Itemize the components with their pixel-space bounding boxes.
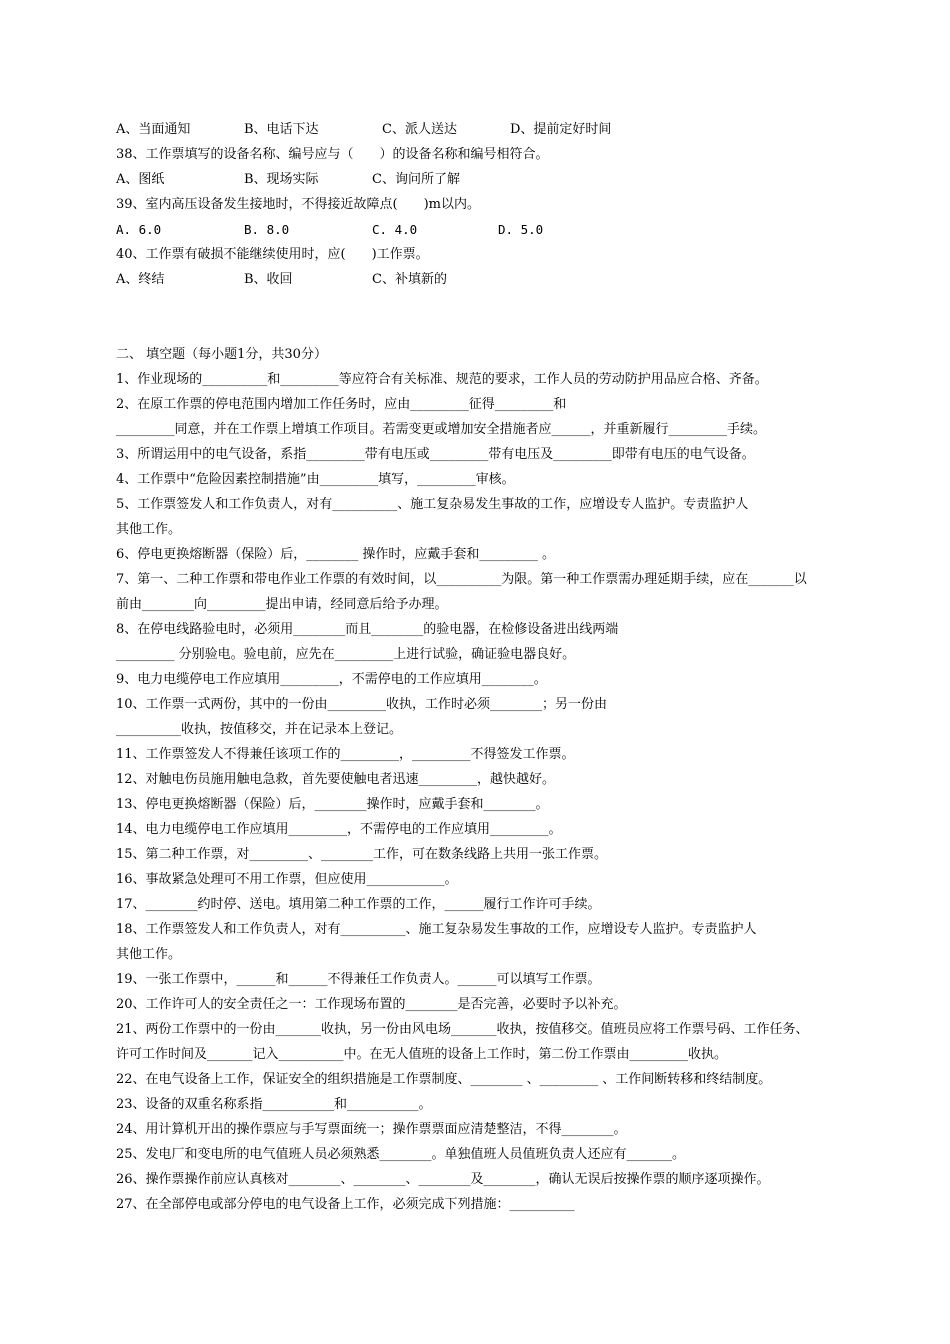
fill-line: 前由________向_________提出申请，经同意后给予办理。 (116, 597, 448, 612)
fill-line: 许可工作时间及_______记入__________中。在无人值班的设备上工作时，第二份工作票由_________收执。 (116, 1047, 728, 1062)
fill-line: 其他工作。 (116, 947, 182, 962)
q37-option-a: A、当面通知 (116, 122, 191, 137)
fill-line: 19、一张工作票中，______和______不得兼任工作负责人。______可以填写工作票。 (116, 972, 601, 987)
question-38: 38、工作票填写的设备名称、编号应与（ ）的设备名称和编号相符合。 (116, 147, 549, 162)
section-2-title: 二、 填空题（每小题1分，共30分） (116, 347, 327, 362)
q38-option-b: B、现场实际 (244, 172, 319, 187)
fill-line: 15、第二种工作票，对_________、________工作，可在数条线路上共用一张工作票。 (116, 847, 608, 862)
q39-option-d: D. 5.0 (498, 222, 544, 237)
q37-option-c: C、派人送达 (382, 122, 457, 137)
fill-line: __________收执，按值移交，并在记录本上登记。 (116, 722, 403, 737)
q40-option-b: B、收回 (244, 272, 293, 287)
fill-line: 4、工作票中“危险因素控制措施”由_________填写，_________审核。 (116, 472, 515, 487)
q37-option-d: D、提前定好时间 (510, 122, 612, 137)
fill-line: 26、操作票操作前应认真核对________、________、________及________，确认无误后按操作票的顺序逐项操作。 (116, 1172, 770, 1187)
fill-line: 8、在停电线路验电时，必须用________而且________的验电器，在检修设备进出线两端 (116, 622, 619, 637)
fill-line: 23、设备的双重名称系指___________和___________。 (116, 1097, 432, 1112)
fill-line: 17、________约时停、送电。填用第二种工作票的工作，______履行工作许可手续。 (116, 897, 601, 912)
fill-line: 10、工作票一式两份，其中的一份由_________收执，工作时必须________；另一份由 (116, 697, 608, 712)
q38-option-c: C、询问所了解 (372, 172, 460, 187)
question-39: 39、室内高压设备发生接地时，不得接近故障点( )m以内。 (116, 197, 481, 212)
fill-line: 1、作业现场的__________和_________等应符合有关标准、规范的要求，工作人员的劳动防护用品应合格、齐备。 (116, 372, 768, 387)
q40-option-a: A、终结 (116, 272, 165, 287)
fill-line: 22、在电气设备上工作，保证安全的组织措施是工作票制度、________ 、_________ 、工作间断转移和终结制度。 (116, 1072, 772, 1087)
q39-option-a: A. 6.0 (116, 222, 162, 237)
fill-line: 7、第一、二种工作票和带电作业工作票的有效时间，以__________为限。第一种工作票需办理延期手续，应在_______以 (116, 572, 807, 587)
question-40: 40、工作票有破损不能继续使用时，应( )工作票。 (116, 247, 429, 262)
fill-line: 6、停电更换熔断器（保险）后，________ 操作时，应戴手套和_________ 。 (116, 547, 556, 562)
fill-line: _________同意，并在工作票上增填工作项目。若需变更或增加安全措施者应______，并重新履行_________手续。 (116, 422, 767, 437)
fill-line: 3、所谓运用中的电气设备，系指_________带有电压或_________带有电压及_________即带有电压的电气设备。 (116, 447, 755, 462)
q38-option-a: A、图纸 (116, 172, 165, 187)
fill-line: 9、电力电缆停电工作应填用_________，不需停电的工作应填用________。 (116, 672, 547, 687)
fill-line: 25、发电厂和变电所的电气值班人员必须熟悉________。单独值班人员值班负责人还应有_______。 (116, 1147, 686, 1162)
q39-option-b: B. 8.0 (244, 222, 290, 237)
q37-option-b: B、电话下达 (244, 122, 319, 137)
fill-line: _________ 分别验电。验电前，应先在_________上进行试验，确证验电器良好。 (116, 647, 576, 662)
fill-line: 21、两份工作票中的一份由_______收执，另一份由风电场_______收执，按值移交。值班员应将工作票号码、工作任务、 (116, 1022, 809, 1037)
fill-line: 其他工作。 (116, 522, 182, 537)
fill-line: 16、事故紧急处理可不用工作票，但应使用____________。 (116, 872, 458, 887)
fill-line: 5、工作票签发人和工作负责人，对有__________、施工复杂易发生事故的工作，应增设专人监护。专责监护人 (116, 497, 749, 512)
fill-line: 12、对触电伤员施用触电急救，首先要使触电者迅速_________，越快越好。 (116, 772, 556, 787)
fill-line: 24、用计算机开出的操作票应与手写票面统一；操作票票面应清楚整洁，不得________。 (116, 1122, 627, 1137)
fill-line: 14、电力电缆停电工作应填用_________，不需停电的工作应填用_________。 (116, 822, 562, 837)
q39-option-c: C. 4.0 (372, 222, 418, 237)
q40-option-c: C、补填新的 (372, 272, 447, 287)
fill-line: 27、在全部停电或部分停电的电气设备上工作，必须完成下列措施：__________ (116, 1197, 575, 1212)
fill-line: 11、工作票签发人不得兼任该项工作的_________，_________不得签发工作票。 (116, 747, 575, 762)
fill-line: 13、停电更换熔断器（保险）后，________操作时，应戴手套和________。 (116, 797, 549, 812)
fill-line: 18、工作票签发人和工作负责人，对有__________、施工复杂易发生事故的工作，应增设专人监护。专责监护人 (116, 922, 757, 937)
fill-line: 2、在原工作票的停电范围内增加工作任务时，应由_________征得_________和 (116, 397, 567, 412)
fill-line: 20、工作许可人的安全责任之一：工作现场布置的________是否完善，必要时予以补充。 (116, 997, 627, 1012)
